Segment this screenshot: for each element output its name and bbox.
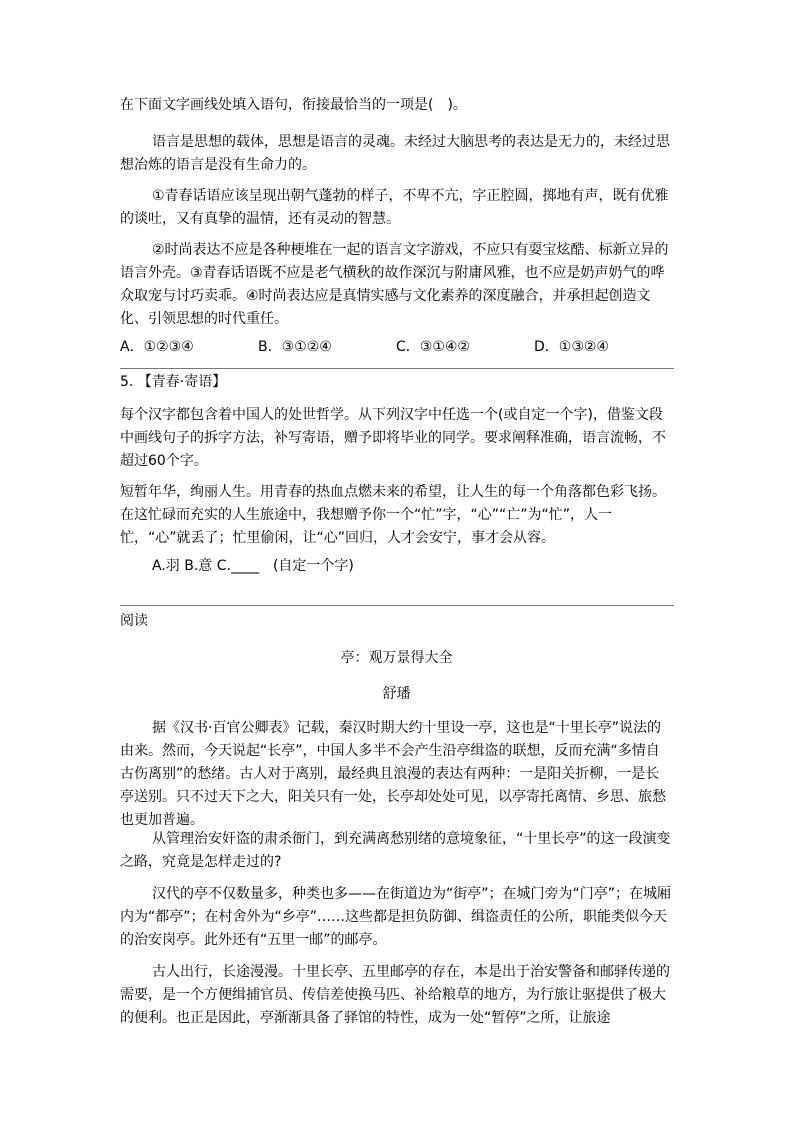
- q4-passage-2: ①青春话语应该呈现出朝气蓬勃的样子，不卑不亢，字正腔圆，掷地有声，既有优雅的谈吐，又有真挚的温情，还有灵动的智慧。: [120, 188, 669, 227]
- q4-passage-3: ②时尚表达不应是各种梗堆在一起的语言文字游戏，不应只有耍宝炫酷、标新立异的语言外壳。③青春话语既不应是老气横秋的故作深沉与附庸风雅，也不应是奶声奶气的哗众取宠与讨巧卖乖。④时尚表达应是真情实感与文化素养的深度融合，并承担起创造文化、引领思想的时代重任。: [120, 242, 669, 327]
- article-paragraph: 从管理治安奸盗的肃杀衙门，到充满离愁别绪的意境象征，“十里长亭”的这一段演变之路，究竟是怎样走过的?: [120, 831, 671, 870]
- article-paragraph: 古人出行，长途漫漫。十里长亭、五里邮亭的存在，本是出于治安警备和邮驿传递的需要，是一个方便缉捕官员、传信差使换马匹、补给粮草的地方，为行旅让驱提供了极大的便利。也正是因此，亭渐渐具备了驿馆的特性，成为一处“暂停”之所，让旅途: [120, 964, 670, 1026]
- option-a[interactable]: A．①②③④: [120, 339, 194, 355]
- q4-stem: 在下面文字画线处填入语句，衔接最恰当的一项是( )。: [120, 97, 467, 113]
- option-d[interactable]: D．①③②④: [534, 339, 609, 355]
- q5-sample: 短暂年华，绚丽人生。用青春的热血点燃未来的希望，让人生的每一个角落都色彩飞扬。在这忙碌而充实的人生旅途中，我想赠予你一个“忙”字，“心”“亡”为“忙”，人一忙，“心”就丢了；忙里偷闲，让“心”回归，人才会安宁，事才会从容。: [120, 484, 666, 546]
- option-c[interactable]: C．③①④②: [396, 339, 470, 355]
- q5-choices: A.羽 B.意 C.____ (自定一个字): [152, 558, 354, 574]
- q5-title: 5. 【青春·寄语】: [120, 374, 227, 390]
- article-title: 亭：观万景得大全: [340, 650, 453, 666]
- divider: [120, 368, 674, 369]
- article-author: 舒璠: [382, 686, 411, 702]
- q4-passage-1: 语言是思想的载体，思想是语言的灵魂。未经过大脑思考的表达是无力的，未经过思想冶炼的语言是没有生命力的。: [120, 134, 670, 173]
- q4-options: [120, 336, 680, 358]
- q5-prompt: 每个汉字都包含着中国人的处世哲学。从下列汉字中任选一个(或自定一个字)，借鉴文段中画线句子的拆字方法，补写寄语，赠予即将毕业的同学。要求阐释准确，语言流畅，不超过60个字。: [120, 407, 666, 469]
- article-paragraph: 汉代的亭不仅数量多，种类也多——在街道边为“街亭”；在城门旁为“门亭”；在城厢内为“都亭”；在村舍外为“乡亭”……这些都是担负防御、缉盗责任的公所，职能类似今天的治安岗亭。此外还有“五里一邮”的邮亭。: [120, 886, 672, 948]
- divider: [120, 605, 674, 606]
- article-paragraph: 据《汉书·百官公卿表》记载，秦汉时期大约十里设一亭，这也是“十里长亭”说法的由来。然而，今天说起“长亭”，中国人多半不会产生沿亭缉盗的联想，反而充满“多情自古伤离别”的愁绪。古人对于离别，最经典且浪漫的表达有两种：一是阳关折柳，一是长亭送别。只不过天下之大，阳关只有一处，长亭却处处可见，以亭寄托离情、乡思、旅愁也更加普遍。: [120, 720, 666, 828]
- reading-label: 阅读: [120, 613, 148, 629]
- option-b[interactable]: B．③①②④: [258, 339, 332, 355]
